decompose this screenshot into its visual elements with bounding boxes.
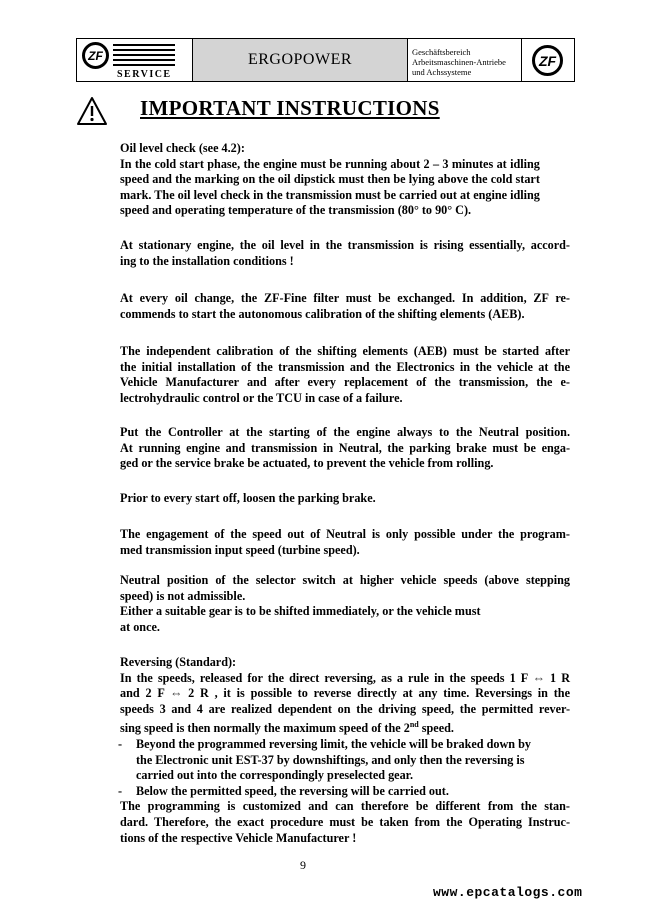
text-line: Vehicle Manufacturer and after every replacement of the transmission, the e- (120, 375, 570, 390)
text-line: the Electronic unit EST-37 by downshiftings, and only then the reversing is (136, 752, 525, 767)
zf-logo-icon: ZF (82, 42, 109, 69)
ordinal-suffix: nd (409, 720, 419, 730)
text-part: speed. (418, 721, 454, 736)
text-line: med transmission input speed (turbine speed). (120, 542, 360, 557)
text-line: Put the Controller at the starting of the engine always to the Neutral position. (120, 425, 570, 439)
text-line: The programming is customized and can therefore be different from the stan- (120, 799, 570, 814)
reversing-section (120, 655, 570, 846)
page-heading: IMPORTANT INSTRUCTIONS (140, 96, 440, 120)
text-line: Below the permitted speed, the reversing will be carried out. (136, 783, 449, 798)
logo-stripes (113, 44, 175, 68)
paragraph (120, 141, 540, 219)
paragraph (120, 238, 570, 269)
text-line: speed and the marking on the oil dipstick must then be lying above the cold start (120, 172, 540, 187)
page-number: 9 (300, 858, 306, 872)
text-line: In the speeds, released for the direct reversing, as a rule in the speeds 1 F ⇔ 1 R (120, 670, 570, 685)
page-header (76, 38, 575, 82)
text-line: The independent calibration of the shifting elements (AEB) must be started after (120, 344, 570, 358)
bullet-item (120, 737, 570, 784)
paragraph (120, 573, 570, 635)
text-line: The engagement of the speed out of Neutral is only possible under the program- (120, 527, 570, 541)
text-line: Beyond the programmed reversing limit, the vehicle will be braked down by (136, 737, 531, 752)
text-line: Neutral position of the selector switch at higher vehicle speeds (above stepping (120, 573, 570, 587)
text-line: Either a suitable gear is to be shifted immediately, or the vehicle must (120, 604, 481, 619)
dept-line: Arbeitsmaschinen-Antriebe (412, 57, 506, 67)
text-line: carried out into the correspondingly preselected gear. (136, 768, 414, 783)
text-line: ing to the installation conditions ! (120, 253, 294, 268)
text-line: At every oil change, the ZF-Fine filter must be exchanged. In addition, ZF re- (120, 291, 570, 305)
warning-icon (76, 96, 108, 126)
header-title: ERGOPOWER (193, 39, 408, 81)
bullet-dash: - (118, 783, 123, 798)
zf-logo-right (522, 39, 574, 81)
dept-line: Geschäftsbereich (412, 47, 471, 57)
zf-service-logo (77, 39, 193, 81)
bullet-dash: - (118, 737, 123, 752)
dept-line: und Achssysteme (412, 67, 472, 77)
text-line: In the cold start phase, the engine must be running about 2 – 3 minutes at idling (120, 156, 540, 171)
text-line: ged or the service brake be actuated, to prevent the vehicle from rolling. (120, 456, 494, 471)
text-line (120, 717, 570, 737)
bullet-item (120, 784, 570, 800)
text-line: Oil level check (see 4.2): (120, 141, 245, 155)
text-line: speed and operating temperature of the transmission (80° to 90° C). (120, 203, 472, 218)
paragraph (120, 291, 570, 322)
paragraph (120, 527, 570, 558)
text-line: lectrohydraulic control or the TCU in case of a failure. (120, 390, 403, 405)
footer-url: www.epcatalogs.com (433, 885, 583, 900)
paragraph (120, 344, 570, 406)
header-department (408, 39, 522, 81)
text-line: tions of the respective Vehicle Manufacturer ! (120, 830, 357, 845)
text-line: speeds 3 and 4 are realized dependent on the driving speed, the permitted rever- (120, 701, 570, 716)
text-line: At running engine and transmission in Neutral, the parking brake must be enga- (120, 440, 570, 455)
text-line: speed) is not admissible. (120, 588, 246, 603)
paragraph (120, 425, 570, 472)
text-line: the initial installation of the transmission and the Electronics in the vehicle at the (120, 359, 570, 374)
text-line: and 2 F ⇔ 2 R , it is possible to reverse directly at any time. Reversings in the (120, 686, 570, 701)
text-part: sing speed is then normally the maximum speed of the 2 (120, 721, 410, 736)
section-title: Reversing (Standard): (120, 655, 237, 669)
text-line: dard. Therefore, the exact procedure must be taken from the Operating Instruc- (120, 815, 570, 829)
text-line: Prior to every start off, loosen the parking brake. (120, 491, 376, 505)
text-line: At stationary engine, the oil level in the transmission is rising essentially, accord- (120, 238, 570, 252)
text-line: commends to start the autonomous calibration of the shifting elements (AEB). (120, 306, 525, 321)
service-label: SERVICE (117, 69, 172, 80)
text-line: mark. The oil level check in the transmission must be carried out at engine idling (120, 187, 540, 202)
text-line: at once. (120, 619, 160, 634)
zf-logo-icon: ZF (532, 45, 563, 76)
paragraph (120, 491, 570, 507)
